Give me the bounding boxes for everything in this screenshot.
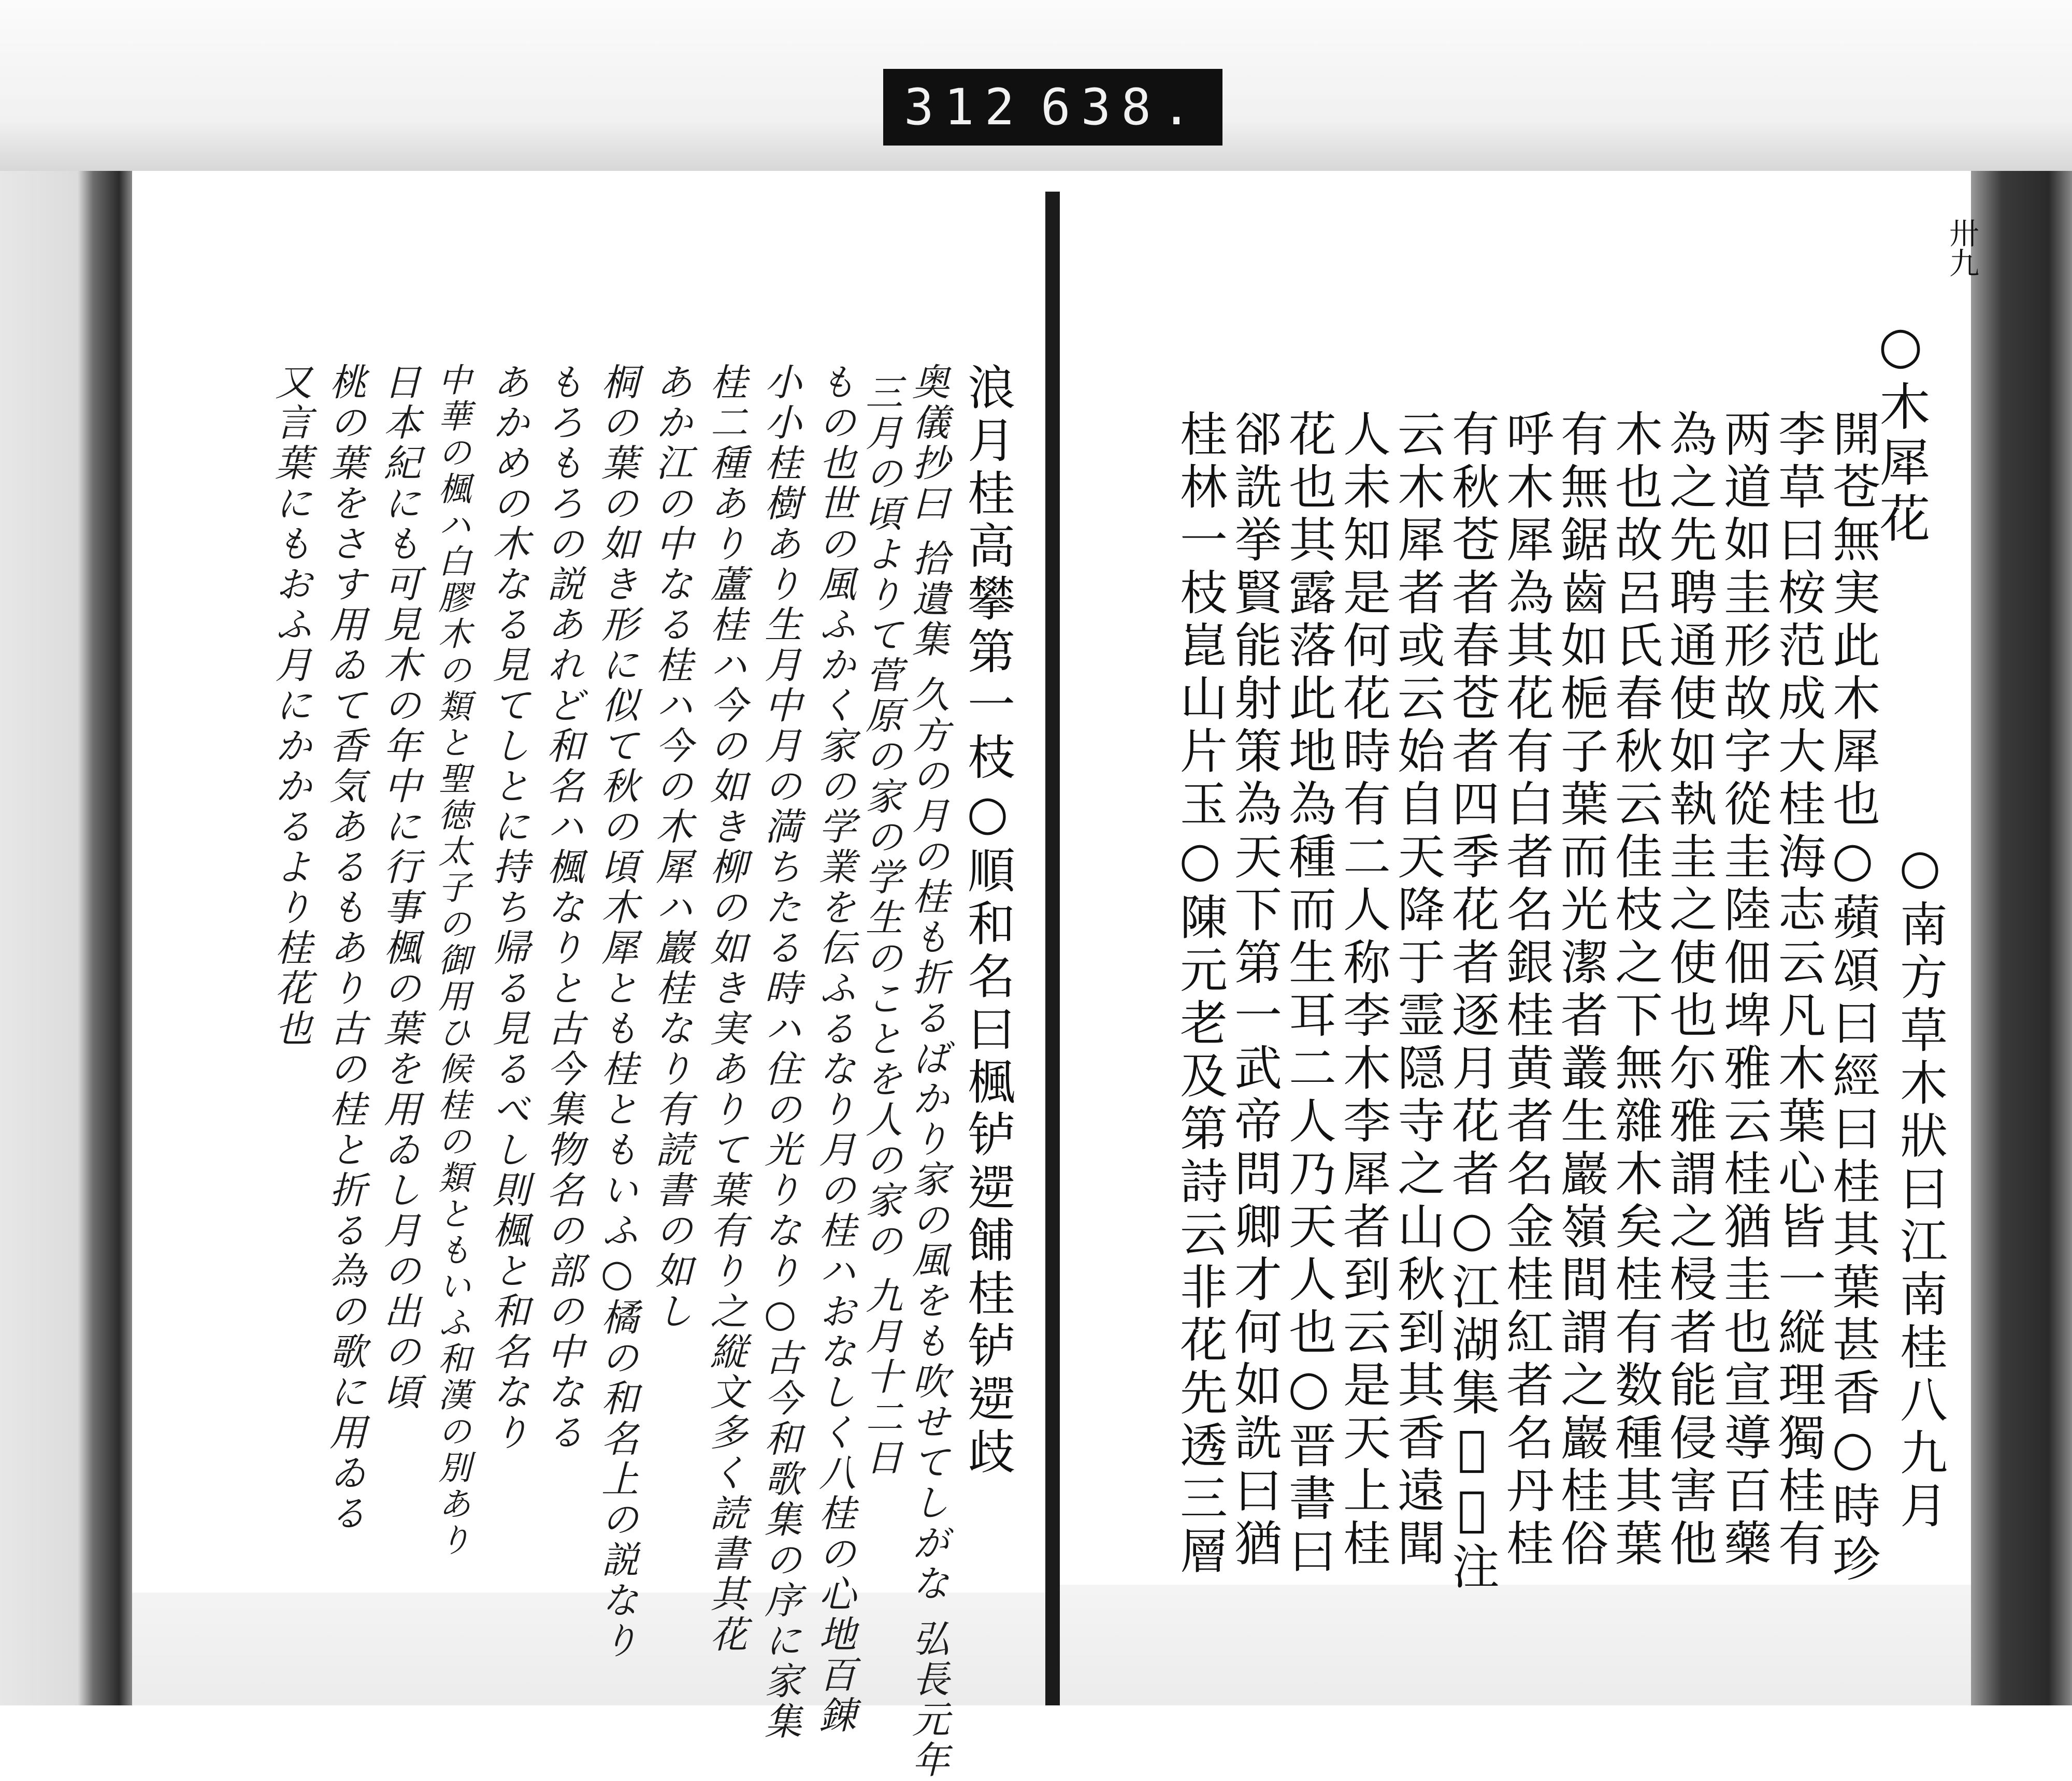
- text-column: 日本紀にも可見木の年中に行事楓の葉を用ゐし月の出の頃: [378, 363, 421, 1413]
- text-column: 桃の葉をさす用ゐて香気あるもあり古の桂と折る為の歌に用ゐる: [323, 363, 367, 1534]
- text-column: 為之先聘通使如執圭之使也尓雅謂之梫者能侵害他: [1662, 409, 1717, 1571]
- text-column: 有無鋸齒如梔子葉而光潔者叢生巖嶺間謂之巖桂俗: [1553, 409, 1608, 1571]
- text-column: あか江の中なる桂ハ今の木犀ハ巖桂なり有読書の如し: [650, 363, 693, 1332]
- text-column: 開苍無実此木犀也○蘋頌曰經曰桂其葉甚香○時珍: [1825, 409, 1880, 1587]
- section-heading: ○木犀花: [1871, 316, 1930, 548]
- book-gutter: [1045, 192, 1060, 1705]
- stamp-right-number: 638.: [1040, 78, 1202, 136]
- text-column: 有秋苍者春苍者四季花者逐月花者○江湖集𫗂𦨣注: [1444, 409, 1500, 1595]
- text-column: もろもろの説あれど和名ハ楓なりと古今集物名の部の中なる: [541, 363, 584, 1453]
- book-edge-left: [0, 171, 132, 1705]
- text-column: 浪月桂高攀第一枝○順和名曰楓𬬻𨕬餔桂𬬻𨕬歧: [960, 363, 1015, 1480]
- text-column: 郤詵挙賢能射策為天下第一武帝問卿才何如詵曰猶: [1227, 409, 1282, 1571]
- page-folio: 卅九: [1944, 218, 1979, 278]
- text-column: 三月の頃よりて菅原の家の学生のことを人の家の 九月十二日: [859, 373, 903, 1479]
- frame-number-stamp: [883, 69, 1222, 146]
- text-column: 人未知是何花時有二人称李木李犀者到云是天上桂: [1335, 409, 1391, 1571]
- text-column: 又言葉にもおふ月にかかるより桂花也: [269, 363, 312, 1049]
- text-column: 桂林一枝崑山片玉○陳元老及第詩云非花先透三層: [1172, 409, 1228, 1579]
- text-column: あかめの木なる見てしとに持ち帰る見るべし則楓と和名なり: [486, 363, 530, 1453]
- text-column: ○南方草木狀曰江南桂八九月: [1892, 839, 1948, 1533]
- text-column: 木也故呂氏春秋云佳枝之下無雜木矣桂有数種其葉: [1607, 409, 1663, 1571]
- text-column: 桂二種あり蘆桂ハ今の如き柳の如き実ありて葉有り之縦文多く読書其花: [704, 363, 747, 1655]
- text-column: 两道如圭形故字從圭陸佃埤雅云桂猶圭也宣導百藥: [1716, 409, 1772, 1571]
- text-column: もの也世の風ふかく家の学業を伝ふるなり月の桂ハおなしく八桂の心地百錬: [813, 363, 856, 1736]
- text-column: 中華の楓ハ白膠木の類と聖徳太子の御用ひ候桂の類ともいふ和漢の別あり: [433, 363, 471, 1559]
- text-column: 云木犀者或云始自天降于霊隠寺之山秋到其香遠聞: [1390, 409, 1445, 1571]
- text-column: 李草曰桉范成大桂海志云凡木葉心皆一縦理獨桂有: [1771, 409, 1826, 1571]
- scanner-bottom-margin: [0, 1585, 2072, 1705]
- text-column: 小小桂樹あり生月中月の満ちたる時ハ住の光りなり○古今和歌集の序に家集: [758, 363, 802, 1742]
- text-column: 呼木犀為其花有白者名銀桂黄者名金桂紅者名丹桂: [1499, 409, 1554, 1571]
- stamp-left-number: 312: [904, 78, 1025, 136]
- text-column: 桐の葉の如き形に似て秋の頃木犀とも桂ともいふ○橘の和名上の説なり: [595, 363, 639, 1661]
- book-edge-right: [1971, 171, 2072, 1705]
- text-column: 花也其露落此地為種而生耳二人乃天人也○晋書曰: [1281, 409, 1336, 1579]
- text-column: 奥儀抄曰 拾遺集 久方の月の桂も折るばかり家の風をも吹せてしがな 弘長元年: [906, 363, 949, 1781]
